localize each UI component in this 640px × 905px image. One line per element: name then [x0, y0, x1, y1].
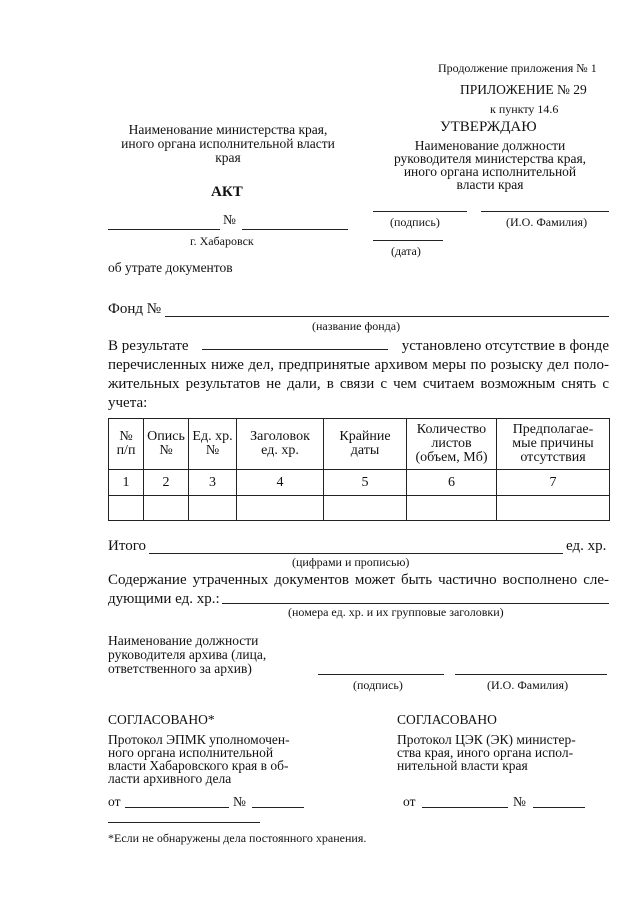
column-number: 6 [407, 470, 497, 496]
act-date-line [108, 229, 220, 230]
agreed-left-number-line [252, 807, 304, 808]
header-text: (объем, Мб) [415, 450, 488, 465]
archive-head-line: Наименование должности [108, 633, 259, 648]
archive-name-line [455, 674, 607, 675]
result-text-end: установлено отсутствие в фонде [401, 338, 609, 354]
table-row [109, 496, 610, 521]
approver-position-line: Наименование должности [414, 138, 566, 153]
approve-title: УТВЕРЖДАЮ [440, 119, 537, 135]
header-text: № [205, 443, 220, 458]
column-number: 4 [237, 470, 324, 496]
header-cell-title [237, 419, 324, 470]
act-title: АКТ [211, 184, 243, 200]
agreed-right-date-line [422, 807, 508, 808]
fond-hint: (название фонда) [312, 319, 401, 333]
header-text: отсутствия [520, 450, 586, 465]
table-cell-empty [407, 496, 497, 521]
appendix-item: к пункту 14.6 [490, 102, 559, 116]
result-text-start: В результате [108, 338, 189, 354]
approver-signature-label: (подпись) [390, 215, 440, 229]
archive-signature-line [318, 674, 444, 675]
approver-name-label: (И.О. Фамилия) [506, 215, 588, 229]
ministry-line: края [215, 150, 241, 165]
act-subject: об утрате документов [108, 260, 233, 275]
header-text: Опись [147, 429, 185, 444]
header-text: мые причины [512, 436, 594, 451]
agreed-left-protocol [108, 733, 290, 785]
act-number-line [242, 229, 348, 230]
column-number: 5 [324, 470, 407, 496]
archive-name-label: (И.О. Фамилия) [487, 678, 569, 692]
header-text: п/п [116, 443, 136, 458]
result-paragraph [108, 335, 609, 413]
table-cell-empty [144, 496, 189, 521]
total-hint: (цифрами и прописью) [292, 555, 410, 569]
approve-date-label: (дата) [391, 244, 421, 258]
agreed-left-from: от [108, 794, 121, 809]
table-cell-empty [497, 496, 610, 521]
approver-position [370, 139, 610, 191]
agreed-right-protocol [397, 733, 576, 772]
fond-line [165, 316, 609, 317]
table-cell-empty [237, 496, 324, 521]
missing-documents-table [108, 418, 610, 521]
footnote-separator [108, 822, 260, 823]
header-text: даты [350, 443, 380, 458]
total-line [149, 553, 563, 554]
footnote: *Если не обнаружены дела постоянного хранения. [108, 831, 367, 845]
total-unit: ед. хр. [566, 538, 607, 554]
approver-name-line [481, 211, 609, 212]
archive-head-position [108, 634, 266, 676]
header-text: Количество [416, 422, 487, 437]
header-cell-inventory [144, 419, 189, 470]
agreed-left-title: СОГЛАСОВАНО* [108, 712, 215, 727]
header-cell-number [109, 419, 144, 470]
column-number: 2 [144, 470, 189, 496]
result-line-2: перечисленных ниже дел, предпринятые архивом меры по розыску дел поло- [108, 357, 609, 373]
approver-position-line: власти края [456, 177, 524, 192]
approver-position-line: иного органа исполнительной [403, 164, 577, 179]
agreed-right-from: от [403, 794, 416, 809]
approve-date-line [373, 240, 443, 241]
header-cell-unit [189, 419, 237, 470]
header-text: Заголовок [250, 429, 310, 444]
agreed-left-line: власти Хабаровского края в об- [108, 758, 289, 773]
header-text: Ед. хр. [192, 429, 233, 444]
header-text: № [159, 443, 173, 458]
column-number: 7 [497, 470, 610, 496]
agreed-right-line: ства края, иного органа испол- [397, 745, 574, 760]
header-text: Крайние [339, 429, 391, 444]
header-text: листов [431, 436, 472, 451]
header-text: ед. хр. [261, 443, 299, 458]
ministry-line: Наименование министерства края, [128, 122, 328, 137]
header-text: № [119, 429, 133, 444]
agreed-right-line: Протокол ЦЭК (ЭК) министер- [397, 732, 576, 747]
agreed-right-number-line [533, 807, 585, 808]
total-label: Итого [108, 538, 146, 554]
agreed-left-date-line [125, 807, 229, 808]
ministry-line: иного органа исполнительной власти [121, 136, 335, 151]
archive-head-line: руководителя архива (лица, [108, 647, 267, 662]
table-header-row [109, 419, 610, 470]
result-line-4: учета: [108, 395, 148, 411]
agreed-left-line: ласти архивного дела [108, 771, 232, 786]
agreed-left-line: ного органа исполнительной [108, 745, 274, 760]
act-number-sign: № [223, 212, 236, 227]
agreed-right-title: СОГЛАСОВАНО [397, 712, 497, 727]
archive-head-line: ответственного за архив) [108, 661, 252, 676]
city: г. Хабаровск [190, 234, 254, 248]
header-cell-reasons [497, 419, 610, 470]
column-number: 3 [189, 470, 237, 496]
restore-line [222, 603, 609, 604]
fond-label: Фонд № [108, 301, 162, 317]
appendix-number: ПРИЛОЖЕНИЕ № 29 [460, 82, 587, 97]
column-number: 1 [109, 470, 144, 496]
header-text: Предполагае- [512, 422, 594, 437]
table-cell-empty [189, 496, 237, 521]
archive-signature-label: (подпись) [353, 678, 403, 692]
restore-line-2: дующими ед. хр.: [108, 591, 220, 607]
table-cell-empty [324, 496, 407, 521]
result-line-1 [108, 335, 609, 356]
restore-line-1: Содержание утраченных документов может быть частично восполнено сле- [108, 572, 609, 588]
approver-signature-line [373, 211, 467, 212]
ministry-name [108, 123, 348, 165]
agreed-left-line: Протокол ЭПМК уполномочен- [108, 732, 290, 747]
continuation-note: Продолжение приложения № 1 [438, 61, 597, 75]
restore-hint: (номера ед. хр. и их групповые заголовки) [288, 605, 504, 619]
header-cell-sheets [407, 419, 497, 470]
agreed-right-line: нительной власти края [397, 758, 528, 773]
header-cell-dates [324, 419, 407, 470]
result-blank-line [202, 335, 388, 350]
approver-position-line: руководителя министерства края, [393, 151, 587, 166]
agreed-right-number-sign: № [513, 794, 526, 809]
result-line-3: жительных результатов не дали, в связи с чем считаем возможным снять с [108, 376, 609, 392]
agreed-left-number-sign: № [233, 794, 246, 809]
table-number-row [109, 470, 610, 496]
table-cell-empty [109, 496, 144, 521]
